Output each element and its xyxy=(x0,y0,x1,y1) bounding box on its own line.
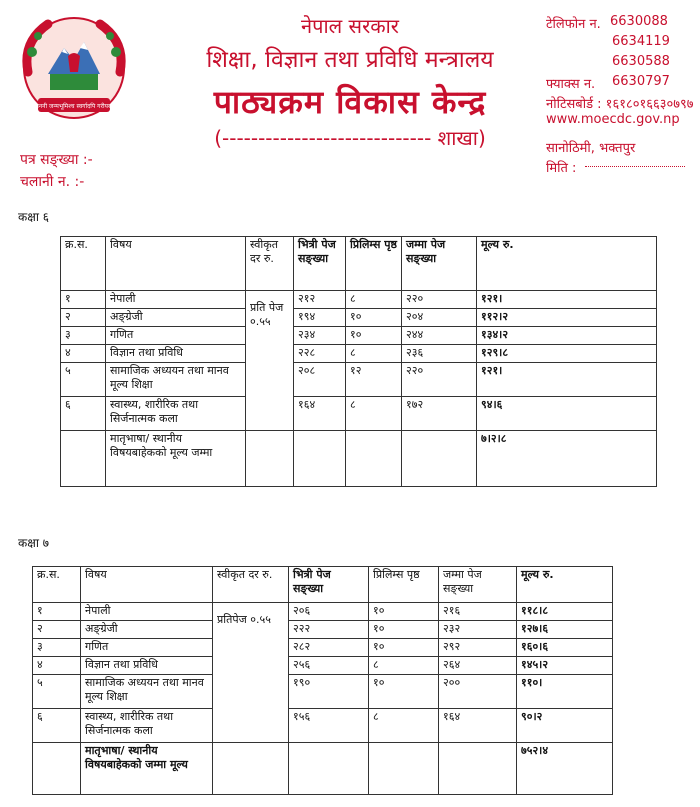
row-prelims: १० xyxy=(346,327,402,345)
nepal-emblem-icon xyxy=(18,12,130,127)
row-subject: नेपाली xyxy=(106,291,246,309)
row-subject: नेपाली xyxy=(81,603,213,621)
branch-line: (----------------------------- शाखा) xyxy=(214,126,486,150)
row-price: ११२।२ xyxy=(477,309,657,327)
row-price: १२७।६ xyxy=(517,621,613,639)
fax-number: 6630797 xyxy=(612,74,670,89)
row-subject: विज्ञान तथा प्रविधि xyxy=(106,345,246,363)
phone-number: 6630588 xyxy=(612,54,670,69)
row-total-pages: १६४ xyxy=(439,709,517,743)
row-prelims: १२ xyxy=(346,363,402,397)
row-prelims: १० xyxy=(369,639,439,657)
rate-cell: प्रतिपेज ०.५५ xyxy=(213,603,289,743)
row-prelims: ८ xyxy=(369,709,439,743)
row-prelims: ८ xyxy=(346,345,402,363)
row-inner-pages: २१२ xyxy=(294,291,346,309)
table-row xyxy=(61,327,657,345)
row-sn: ४ xyxy=(61,345,106,363)
website-link[interactable]: www.moecdc.gov.np xyxy=(546,112,680,127)
row-subject: विज्ञान तथा प्रविधि xyxy=(81,657,213,675)
noticeboard: नोटिसबोर्ड : १६१८०१६६३०७९७ xyxy=(546,97,694,112)
dispatch-number-label: चलानी न. :- xyxy=(20,174,85,190)
row-inner-pages: २५६ xyxy=(289,657,369,675)
row-total-pages: २३६ xyxy=(402,345,477,363)
row-price: ११८।८ xyxy=(517,603,613,621)
grade6-fee-table xyxy=(60,236,657,487)
row-price: १६०।६ xyxy=(517,639,613,657)
row-prelims: १० xyxy=(369,603,439,621)
row-total-pages: २०० xyxy=(439,675,517,709)
row-inner-pages: २०८ xyxy=(294,363,346,397)
total-price: ७।२।८ xyxy=(477,431,657,487)
table-row xyxy=(33,675,613,709)
col-subject-header: विषय xyxy=(106,237,246,291)
table-row xyxy=(33,639,613,657)
row-sn: ६ xyxy=(61,397,106,431)
date-label: मिति : xyxy=(546,161,577,176)
row-prelims: १० xyxy=(369,621,439,639)
address: सानोठिमी, भक्तपुर xyxy=(546,141,636,156)
col-inner-pages-header: भित्री पेज सङ्ख्या xyxy=(289,567,369,603)
row-inner-pages: १९० xyxy=(289,675,369,709)
row-prelims: १० xyxy=(369,675,439,709)
row-inner-pages: २०६ xyxy=(289,603,369,621)
col-price-header: मूल्य रु. xyxy=(517,567,613,603)
col-rate-header: स्वीकृत दर रु. xyxy=(213,567,289,603)
table-row xyxy=(61,291,657,309)
row-subject: सामाजिक अध्ययन तथा मानव मूल्य शिक्षा xyxy=(81,675,213,709)
phone-row-1 xyxy=(546,14,668,32)
col-total-pages-header: जम्मा पेज सङ्ख्या xyxy=(402,237,477,291)
fax-row xyxy=(546,74,670,92)
row-sn: ६ xyxy=(33,709,81,743)
center-title: पाठ्यक्रम विकास केन्द्र xyxy=(213,83,487,121)
date-underline xyxy=(585,166,685,167)
table-row xyxy=(33,709,613,743)
row-sn: २ xyxy=(61,309,106,327)
col-prelims-header: प्रिलिम्स पृष्ठ xyxy=(369,567,439,603)
row-prelims: १० xyxy=(346,309,402,327)
total-price: ७५२।४ xyxy=(517,743,613,795)
row-inner-pages: २८२ xyxy=(289,639,369,657)
row-sn: ५ xyxy=(33,675,81,709)
row-total-pages: २२० xyxy=(402,291,477,309)
row-total-pages: १७२ xyxy=(402,397,477,431)
row-total-pages: २१६ xyxy=(439,603,517,621)
row-price: १३४।२ xyxy=(477,327,657,345)
row-sn: ३ xyxy=(61,327,106,345)
row-subject: अङ्ग्रेजी xyxy=(106,309,246,327)
row-sn: ३ xyxy=(33,639,81,657)
row-total-pages: २३२ xyxy=(439,621,517,639)
row-subject: अङ्ग्रेजी xyxy=(81,621,213,639)
row-prelims: ८ xyxy=(346,397,402,431)
table-row xyxy=(61,345,657,363)
table-row xyxy=(33,603,613,621)
row-inner-pages: २२२ xyxy=(289,621,369,639)
table-row xyxy=(61,363,657,397)
grade6-title: कक्षा ६ xyxy=(18,210,49,224)
row-inner-pages: १५६ xyxy=(289,709,369,743)
row-sn: ५ xyxy=(61,363,106,397)
table-row xyxy=(33,657,613,675)
col-total-pages-header: जम्मा पेज सङ्ख्या xyxy=(439,567,517,603)
row-total-pages: २६४ xyxy=(439,657,517,675)
rate-cell: प्रति पेज ०.५५ xyxy=(246,291,294,431)
col-subject-header: विषय xyxy=(81,567,213,603)
row-sn: १ xyxy=(61,291,106,309)
grade7-total-row xyxy=(33,743,613,795)
col-rate-header: स्वीकृत दर रु. xyxy=(246,237,294,291)
col-price-header: मूल्य रु. xyxy=(477,237,657,291)
row-total-pages: २९२ xyxy=(439,639,517,657)
letter-number-label: पत्र सङ्ख्या :- xyxy=(20,152,93,168)
row-prelims: ८ xyxy=(346,291,402,309)
table-header-row xyxy=(61,237,657,291)
row-price: ११०। xyxy=(517,675,613,709)
grade7-title: कक्षा ७ xyxy=(18,536,49,550)
row-price: ९४।६ xyxy=(477,397,657,431)
total-label: मातृभाषा/ स्थानीय विषयबाहेकको मूल्य जम्मा xyxy=(106,431,246,487)
table-row xyxy=(61,397,657,431)
government-title: नेपाल सरकार xyxy=(301,14,399,38)
row-inner-pages: १६४ xyxy=(294,397,346,431)
row-inner-pages: २२८ xyxy=(294,345,346,363)
col-sn-header: क्र.स. xyxy=(33,567,81,603)
row-price: १४५।२ xyxy=(517,657,613,675)
table-row xyxy=(33,621,613,639)
phone-label: टेलिफोन न. xyxy=(546,17,601,32)
row-total-pages: २४४ xyxy=(402,327,477,345)
row-sn: १ xyxy=(33,603,81,621)
row-prelims: ८ xyxy=(369,657,439,675)
row-price: ९०।२ xyxy=(517,709,613,743)
table-row xyxy=(61,309,657,327)
row-price: १२१। xyxy=(477,363,657,397)
row-subject: गणित xyxy=(106,327,246,345)
col-inner-pages-header: भित्री पेज सङ्ख्या xyxy=(294,237,346,291)
phone-number: 6630088 xyxy=(610,14,668,29)
total-label: मातृभाषा/ स्थानीय विषयबाहेकको जम्मा मूल्य xyxy=(81,743,213,795)
grade6-total-row xyxy=(61,431,657,487)
svg-text:जननी जन्मभूमिश्च स्वर्गादपि गर: जननी जन्मभूमिश्च स्वर्गादपि गरीयसी xyxy=(34,103,114,110)
row-subject: सामाजिक अध्ययन तथा मानव मूल्य शिक्षा xyxy=(106,363,246,397)
row-price: १२१। xyxy=(477,291,657,309)
row-inner-pages: २३४ xyxy=(294,327,346,345)
row-subject: गणित xyxy=(81,639,213,657)
col-prelims-header: प्रिलिम्स पृष्ठ xyxy=(346,237,402,291)
row-subject: स्वास्थ्य, शारीरिक तथा सिर्जनात्मक कला xyxy=(81,709,213,743)
table-header-row xyxy=(33,567,613,603)
row-sn: २ xyxy=(33,621,81,639)
ministry-title: शिक्षा, विज्ञान तथा प्रविधि मन्त्रालय xyxy=(206,47,494,73)
grade7-fee-table xyxy=(32,566,613,795)
phone-number: 6634119 xyxy=(612,34,670,49)
row-total-pages: २२० xyxy=(402,363,477,397)
col-sn-header: क्र.स. xyxy=(61,237,106,291)
row-total-pages: २०४ xyxy=(402,309,477,327)
row-subject: स्वास्थ्य, शारीरिक तथा सिर्जनात्मक कला xyxy=(106,397,246,431)
fax-label: फ्याक्स न. xyxy=(546,77,596,92)
row-sn: ४ xyxy=(33,657,81,675)
row-price: १२९।८ xyxy=(477,345,657,363)
row-inner-pages: १९४ xyxy=(294,309,346,327)
